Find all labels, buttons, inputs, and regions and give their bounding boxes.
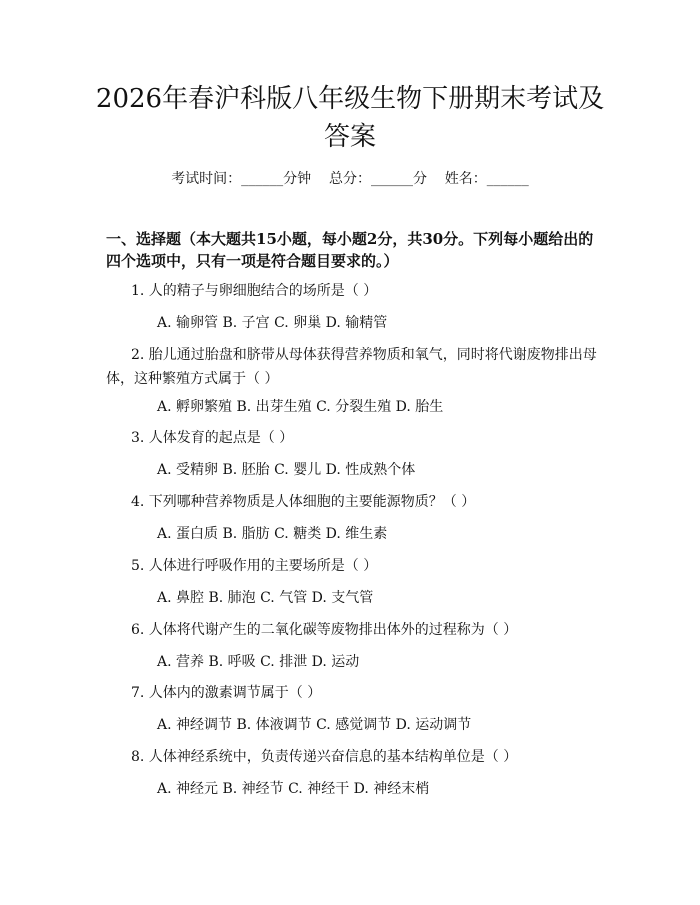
- exam-info-line: 考试时间：______分钟 总分：______分 姓名：______: [171, 171, 529, 187]
- exam-title: 2026年春沪科版八年级生物下册期末考试及答案: [95, 84, 605, 152]
- question-options: A. 孵卵繁殖 B. 出芽生殖 C. 分裂生殖 D. 胎生: [157, 399, 444, 415]
- question-options: A. 营养 B. 呼吸 C. 排泄 D. 运动: [157, 654, 360, 670]
- question-options: A. 蛋白质 B. 脂肪 C. 糖类 D. 维生素: [157, 526, 388, 542]
- question-stem: 3. 人体发育的起点是（ ）: [131, 430, 294, 446]
- question-options: A. 鼻腔 B. 肺泡 C. 气管 D. 支气管: [157, 590, 374, 606]
- question-stem: 1. 人的精子与卵细胞结合的场所是（ ）: [131, 283, 378, 299]
- question-stem: 8. 人体神经系统中，负责传递兴奋信息的基本结构单位是（ ）: [131, 749, 518, 765]
- question-stem: 6. 人体将代谢产生的二氧化碳等废物排出体外的过程称为（ ）: [131, 622, 518, 638]
- question-options: A. 神经调节 B. 体液调节 C. 感觉调节 D. 运动调节: [157, 717, 472, 733]
- question-stem: 4. 下列哪种营养物质是人体细胞的主要能源物质？（ ）: [131, 494, 476, 510]
- question-options: A. 神经元 B. 神经节 C. 神经干 D. 神经末梢: [157, 781, 430, 797]
- question-options: A. 输卵管 B. 子宫 C. 卵巢 D. 输精管: [157, 315, 388, 331]
- question-stem: 7. 人体内的激素调节属于（ ）: [131, 685, 322, 701]
- question-stem: 2. 胎儿通过胎盘和脐带从母体获得营养物质和氧气，同时将代谢废物排出母体，这种繁殖方式属于（ ）: [106, 347, 597, 387]
- section-heading: 一、选择题（本大题共15小题，每小题2分，共30分。下列每小题给出的四个选项中，只有一项是符合题目要求的。）: [106, 230, 594, 270]
- question-stem: 5. 人体进行呼吸作用的主要场所是（ ）: [131, 558, 378, 574]
- question-options: A. 受精卵 B. 胚胎 C. 婴儿 D. 性成熟个体: [157, 462, 416, 478]
